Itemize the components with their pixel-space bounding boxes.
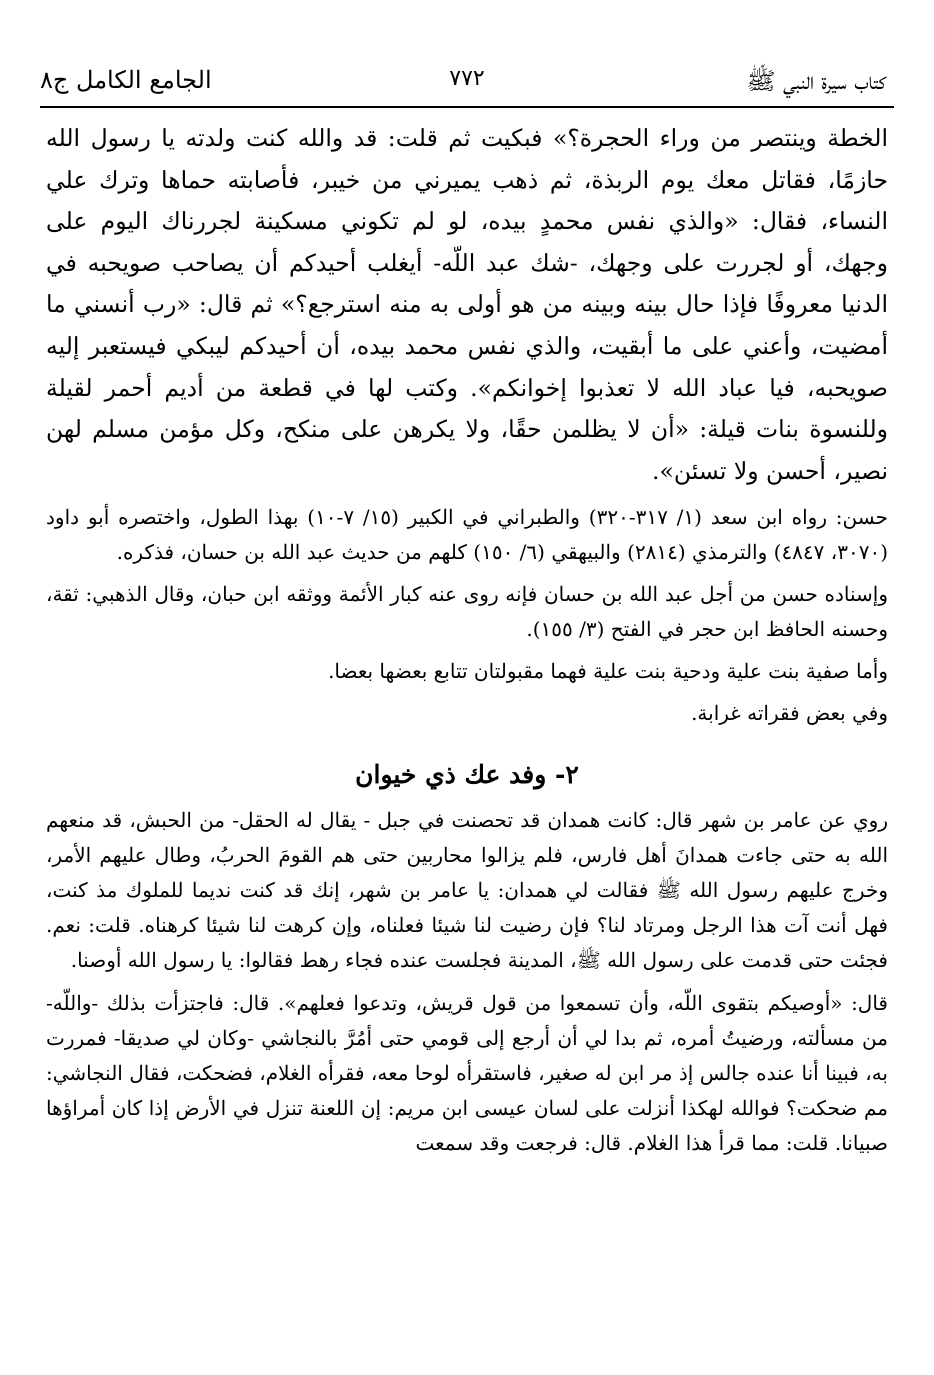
book-title: كتاب سيرة النبي ﷺ <box>746 67 886 95</box>
series-title: الجامع الكامل ج٨ <box>40 66 212 94</box>
header-rule <box>40 106 894 108</box>
note-paragraph: وفي بعض فقراته غرابة. <box>691 701 888 726</box>
section-paragraph: روي عن عامر بن شهر قال: كانت همدان قد تحصنت في جبل - يقال له الحقل- من الحبش، قد منعهم الله به حتى جاءت همدانَ أهل فارس، فلم يزالوا محاربين حتى هم القومَ الحربُ، وطال عليهم الأمر، وخرج عليهم رسول الله ﷺ فقالت لي همدان: يا عامر بن شهر، إنك قد كنت نديما للملوك مذ كنت، فهل أنت آت هذا الرجل ومرتاد لنا؟ فإن رضيت لنا شيئا فعلناه، وإن كرهت لنا شيئا كرهناه. قلت: نعم. فجئت حتى قدمت على رسول الله ﷺ، المدينة فجلست عنده فجاء رهط فقالوا: يا رسول الله أوصنا. <box>46 808 888 973</box>
main-paragraph: الخطة وينتصر من وراء الحجرة؟» فبكيت ثم قلت: قد والله كنت ولدته يا رسول الله حازمًا، فقاتل معك يوم الربذة، ثم ذهب يميرني من خيبر، فأصابته حماها وترك علي النساء، فقال: «والذي نفس محمدٍ بيده، لو لم تكوني مسكينة لجررناك اليوم على وجهك، أو لجررت على وجهك، -شك عبد اللّه- أيغلب أحيدكم أن يصاحب صويحبه في الدنيا معروفًا فإذا حال بينه وبينه من هو أولى به منه استرجع؟» ثم قال: «رب أنسني ما أمضيت، وأعني على ما أبقيت، والذي نفس محمد بيده، أن أحيدكم ليبكي فيستعبر إليه صويحبه، فيا عباد الله لا تعذبوا إخوانكم». وكتب لها في قطعة من أديم أحمر لقيلة وللنسوة بنات قيلة: «أن لا يظلمن حقًا، ولا يكرهن على منكح، وكل مؤمن مسلم لهن نصير، أحسن ولا تسئن». <box>46 124 888 485</box>
page-content <box>46 118 888 1161</box>
section-heading: ٢- وفد عك ذي خيوان <box>355 760 579 790</box>
takhrij-notes <box>46 500 888 731</box>
page-header <box>40 60 894 100</box>
section-body <box>46 803 888 1161</box>
note-paragraph: وأما صفية بنت علية ودحية بنت علية فهما مقبولتان تتابع بعضها بعضا. <box>328 659 888 684</box>
page-number: ٧٧٢ <box>449 66 485 91</box>
section-paragraph: قال: «أوصيكم بتقوى اللّه، وأن تسمعوا من قول قريش، وتدعوا فعلهم». قال: فاجتزأت بذلك -واللّه- من مسألته، ورضيتُ أمره، ثم بدا لي أن أرجع إلى قومي حتى أمُرَّ بالنجاشي -وكان لي صديقا- فمررت به، فبينا أنا عنده جالس إذ مر ابن له صغير، فاستقرأه لوحا معه، فقرأه الغلام، فضحكت، فقال النجاشي: مم ضحكت؟ فوالله لهكذا أنزلت على لسان عيسى ابن مريم: إن اللعنة تنزل في الأرض إذا كان أمراؤها صبيانا. قلت: مما قرأ هذا الغلام. قال: فرجعت وقد سمعت <box>46 991 888 1156</box>
note-paragraph: حسن: رواه ابن سعد (١/ ٣١٧-٣٢٠) والطبراني في الكبير (١٥/ ٧-١٠) بهذا الطول، واختصره أبو داود (٣٠٧٠، ٤٨٤٧) والترمذي (٢٨١٤) والبيهقي (٦/ ١٥٠) كلهم من حديث عبد الله بن حسان، فذكره. <box>46 505 888 565</box>
note-paragraph: وإسناده حسن من أجل عبد الله بن حسان فإنه روى عنه كبار الأئمة ووثقه ابن حبان، وقال الذهبي: ثقة، وحسنه الحافظ ابن حجر في الفتح (٣/ ١٥٥). <box>46 582 888 642</box>
main-text-block <box>46 118 888 492</box>
